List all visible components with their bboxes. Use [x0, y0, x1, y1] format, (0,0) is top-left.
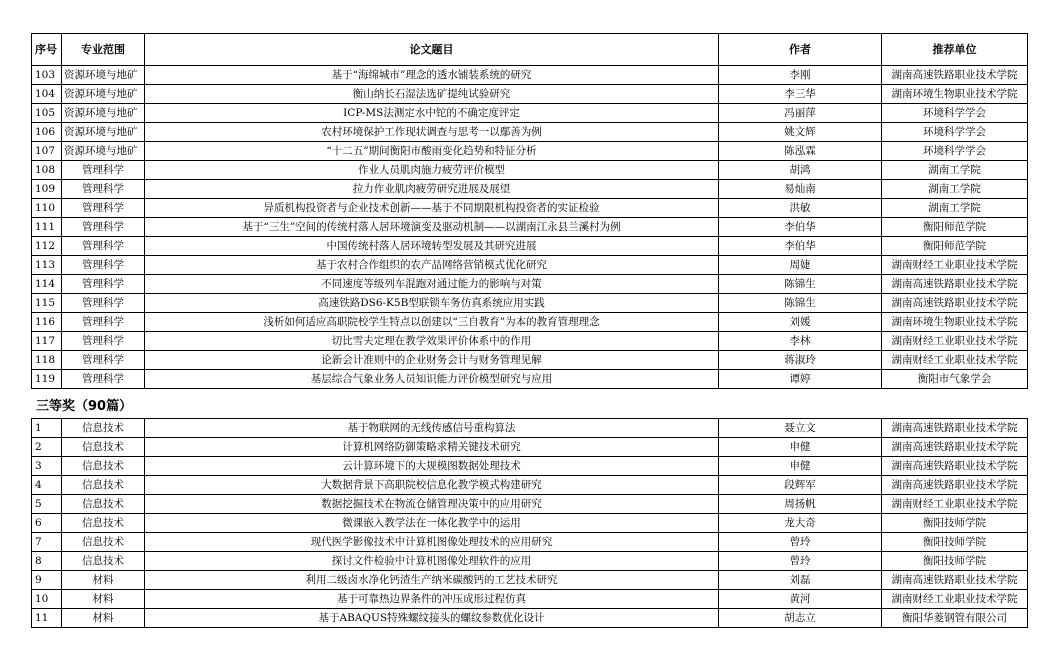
row-unit: 环境科学学会 — [882, 104, 1028, 123]
table-row — [32, 199, 1028, 218]
row-number: 106 — [32, 123, 62, 142]
row-unit: 湖南财经工业职业技术学院 — [882, 590, 1028, 609]
row-field: 资源环境与地矿 — [62, 123, 145, 142]
row-number: 115 — [32, 294, 62, 313]
row-title: 切比雪夫定理在教学效果评价体系中的作用 — [145, 332, 719, 351]
table-row — [32, 552, 1028, 571]
table-row — [32, 142, 1028, 161]
row-author: 刘媛 — [719, 313, 882, 332]
row-number: 116 — [32, 313, 62, 332]
row-unit: 衡阳技师学院 — [882, 533, 1028, 552]
row-author: 申健 — [719, 457, 882, 476]
row-author: 谭婷 — [719, 370, 882, 389]
row-number: 113 — [32, 256, 62, 275]
row-unit: 湖南工学院 — [882, 161, 1028, 180]
row-title: 探讨文件检验中计算机图像处理软件的应用 — [145, 552, 719, 571]
row-unit: 衡阳技师学院 — [882, 552, 1028, 571]
row-field: 管理科学 — [62, 351, 145, 370]
row-unit: 湖南高速铁路职业技术学院 — [882, 571, 1028, 590]
row-field: 资源环境与地矿 — [62, 104, 145, 123]
row-field: 资源环境与地矿 — [62, 66, 145, 85]
row-field: 资源环境与地矿 — [62, 142, 145, 161]
row-field: 管理科学 — [62, 294, 145, 313]
row-unit: 湖南高速铁路职业技术学院 — [882, 275, 1028, 294]
table-row — [32, 313, 1028, 332]
row-number: 8 — [32, 552, 62, 571]
row-number: 104 — [32, 85, 62, 104]
row-unit: 环境科学学会 — [882, 123, 1028, 142]
row-author: 洪敏 — [719, 199, 882, 218]
row-title: 大数据背景下高职院校信息化教学模式构建研究 — [145, 476, 719, 495]
table-row — [32, 533, 1028, 552]
table-row — [32, 85, 1028, 104]
row-unit: 湖南工学院 — [882, 180, 1028, 199]
row-title: 论新会计准则中的企业财务会计与财务管理见解 — [145, 351, 719, 370]
row-number: 5 — [32, 495, 62, 514]
row-title: 云计算环境下的大规模图数据处理技术 — [145, 457, 719, 476]
table-row — [32, 419, 1028, 438]
row-field: 信息技术 — [62, 476, 145, 495]
row-field: 管理科学 — [62, 180, 145, 199]
row-title: 浅析如何适应高职院校学生特点以创建以“三自教育”为本的教育管理理念 — [145, 313, 719, 332]
row-field: 管理科学 — [62, 370, 145, 389]
row-author: 易灿南 — [719, 180, 882, 199]
table-row — [32, 457, 1028, 476]
award-table-third-prize — [31, 418, 1028, 628]
table-row — [32, 104, 1028, 123]
row-title: 异质机构投资者与企业技术创新——基于不同期限机构投资者的实证检验 — [145, 199, 719, 218]
row-title: 中国传统村落人居环境转型发展及其研究进展 — [145, 237, 719, 256]
row-field: 信息技术 — [62, 552, 145, 571]
table-row — [32, 370, 1028, 389]
table-row — [32, 237, 1028, 256]
row-author: 胡鸿 — [719, 161, 882, 180]
row-number: 11 — [32, 609, 62, 628]
row-field: 管理科学 — [62, 332, 145, 351]
row-field: 材料 — [62, 571, 145, 590]
row-number: 9 — [32, 571, 62, 590]
row-author: 蒋淑玲 — [719, 351, 882, 370]
section-title-third-prize: 三等奖（90篇） — [36, 399, 133, 414]
row-field: 管理科学 — [62, 237, 145, 256]
row-title: 现代医学影像技术中计算机图像处理技术的应用研究 — [145, 533, 719, 552]
row-number: 110 — [32, 199, 62, 218]
table-body — [32, 66, 1028, 389]
row-author: 李伯华 — [719, 218, 882, 237]
row-title: 微课嵌入教学法在一体化教学中的运用 — [145, 514, 719, 533]
row-author: 陈泓霖 — [719, 142, 882, 161]
row-field: 信息技术 — [62, 514, 145, 533]
row-field: 信息技术 — [62, 495, 145, 514]
row-title: 计算机网络防御策略求精关键技术研究 — [145, 438, 719, 457]
row-title: 基于“三生”空间的传统村落人居环境演变及驱动机制——以湖南江永县兰溪村为例 — [145, 218, 719, 237]
table-row — [32, 275, 1028, 294]
row-number: 118 — [32, 351, 62, 370]
row-author: 曾玲 — [719, 552, 882, 571]
row-number: 119 — [32, 370, 62, 389]
table-row — [32, 123, 1028, 142]
table-row — [32, 495, 1028, 514]
row-title: 基于农村合作组织的农产品网络营销模式优化研究 — [145, 256, 719, 275]
row-author: 申健 — [719, 438, 882, 457]
row-unit: 湖南高速铁路职业技术学院 — [882, 66, 1028, 85]
row-field: 管理科学 — [62, 313, 145, 332]
row-title: “十二五”期间衡阳市酸雨变化趋势和特征分析 — [145, 142, 719, 161]
row-title: 拉力作业肌肉疲劳研究进展及展望 — [145, 180, 719, 199]
row-number: 10 — [32, 590, 62, 609]
header-title: 论文题目 — [145, 34, 719, 66]
row-unit: 湖南环境生物职业技术学院 — [882, 313, 1028, 332]
row-author: 姚文辉 — [719, 123, 882, 142]
row-number: 6 — [32, 514, 62, 533]
row-title: ICP-MS法测定水中铊的不确定度评定 — [145, 104, 719, 123]
row-title: 基于“海绵城市”理念的透水铺装系统的研究 — [145, 66, 719, 85]
table-row — [32, 66, 1028, 85]
row-unit: 环境科学学会 — [882, 142, 1028, 161]
row-number: 3 — [32, 457, 62, 476]
row-field: 信息技术 — [62, 419, 145, 438]
header-author: 作者 — [719, 34, 882, 66]
table-row — [32, 294, 1028, 313]
table-row — [32, 438, 1028, 457]
row-author: 周扬帆 — [719, 495, 882, 514]
row-title: 不同速度等级列车混跑对通过能力的影响与对策 — [145, 275, 719, 294]
row-title: 农村环境保护工作现状调查与思考一以鄢善为例 — [145, 123, 719, 142]
row-unit: 衡阳华菱钢管有限公司 — [882, 609, 1028, 628]
row-number: 2 — [32, 438, 62, 457]
row-author: 刘磊 — [719, 571, 882, 590]
table-row — [32, 332, 1028, 351]
row-unit: 衡阳市气象学会 — [882, 370, 1028, 389]
table-row — [32, 590, 1028, 609]
row-title: 利用二级卤水净化钙渣生产纳米碳酸钙的工艺技术研究 — [145, 571, 719, 590]
row-title: 基层综合气象业务人员知识能力评价模型研究与应用 — [145, 370, 719, 389]
table-row — [32, 218, 1028, 237]
row-number: 108 — [32, 161, 62, 180]
row-author: 李林 — [719, 332, 882, 351]
row-field: 管理科学 — [62, 218, 145, 237]
row-unit: 湖南高速铁路职业技术学院 — [882, 457, 1028, 476]
header-field: 专业范围 — [62, 34, 145, 66]
row-unit: 湖南高速铁路职业技术学院 — [882, 476, 1028, 495]
row-title: 基于物联网的无线传感信号重构算法 — [145, 419, 719, 438]
row-unit: 衡阳师范学院 — [882, 237, 1028, 256]
row-unit: 湖南财经工业职业技术学院 — [882, 256, 1028, 275]
row-number: 107 — [32, 142, 62, 161]
row-number: 1 — [32, 419, 62, 438]
row-author: 聂立文 — [719, 419, 882, 438]
table-row — [32, 351, 1028, 370]
row-number: 112 — [32, 237, 62, 256]
row-field: 管理科学 — [62, 256, 145, 275]
row-title: 基于可靠热边界条件的冲压成形过程仿真 — [145, 590, 719, 609]
row-unit: 衡阳技师学院 — [882, 514, 1028, 533]
row-field: 信息技术 — [62, 533, 145, 552]
row-field: 材料 — [62, 590, 145, 609]
row-unit: 湖南高速铁路职业技术学院 — [882, 419, 1028, 438]
row-author: 龙大奇 — [719, 514, 882, 533]
row-number: 4 — [32, 476, 62, 495]
table-row — [32, 161, 1028, 180]
row-author: 周婕 — [719, 256, 882, 275]
row-number: 103 — [32, 66, 62, 85]
row-title: 作业人员肌肉施力疲劳评价模型 — [145, 161, 719, 180]
row-author: 段辉军 — [719, 476, 882, 495]
row-author: 李三华 — [719, 85, 882, 104]
row-number: 105 — [32, 104, 62, 123]
table-header-row — [32, 34, 1028, 66]
table-row — [32, 571, 1028, 590]
row-field: 材料 — [62, 609, 145, 628]
row-author: 陈锦生 — [719, 294, 882, 313]
row-title: 衡山纳长石湿法选矿提纯试验研究 — [145, 85, 719, 104]
row-title: 高速铁路DS6-K5B型联锁车务仿真系统应用实践 — [145, 294, 719, 313]
row-author: 陈锦生 — [719, 275, 882, 294]
row-field: 管理科学 — [62, 161, 145, 180]
header-unit: 推荐单位 — [882, 34, 1028, 66]
row-author: 李刚 — [719, 66, 882, 85]
table-body — [32, 419, 1028, 628]
row-field: 信息技术 — [62, 438, 145, 457]
row-field: 管理科学 — [62, 199, 145, 218]
row-field: 管理科学 — [62, 275, 145, 294]
row-author: 胡志立 — [719, 609, 882, 628]
row-number: 114 — [32, 275, 62, 294]
award-table-second-prize — [31, 33, 1028, 389]
row-title: 数据挖掘技术在物流仓储管理决策中的应用研究 — [145, 495, 719, 514]
row-unit: 湖南高速铁路职业技术学院 — [882, 438, 1028, 457]
row-author: 冯丽萍 — [719, 104, 882, 123]
table-row — [32, 609, 1028, 628]
row-unit: 湖南环境生物职业技术学院 — [882, 85, 1028, 104]
row-unit: 湖南财经工业职业技术学院 — [882, 495, 1028, 514]
header-no: 序号 — [32, 34, 62, 66]
row-number: 109 — [32, 180, 62, 199]
row-unit: 衡阳师范学院 — [882, 218, 1028, 237]
table-row — [32, 180, 1028, 199]
row-number: 7 — [32, 533, 62, 552]
row-author: 曾玲 — [719, 533, 882, 552]
row-unit: 湖南财经工业职业技术学院 — [882, 332, 1028, 351]
row-unit: 湖南高速铁路职业技术学院 — [882, 294, 1028, 313]
row-author: 黄河 — [719, 590, 882, 609]
row-number: 111 — [32, 218, 62, 237]
row-number: 117 — [32, 332, 62, 351]
row-unit: 湖南工学院 — [882, 199, 1028, 218]
table-row — [32, 256, 1028, 275]
table-row — [32, 476, 1028, 495]
row-field: 资源环境与地矿 — [62, 85, 145, 104]
row-unit: 湖南财经工业职业技术学院 — [882, 351, 1028, 370]
row-author: 李伯华 — [719, 237, 882, 256]
table-row — [32, 514, 1028, 533]
row-title: 基于ABAQUS特殊螺纹接头的螺纹参数优化设计 — [145, 609, 719, 628]
row-field: 信息技术 — [62, 457, 145, 476]
